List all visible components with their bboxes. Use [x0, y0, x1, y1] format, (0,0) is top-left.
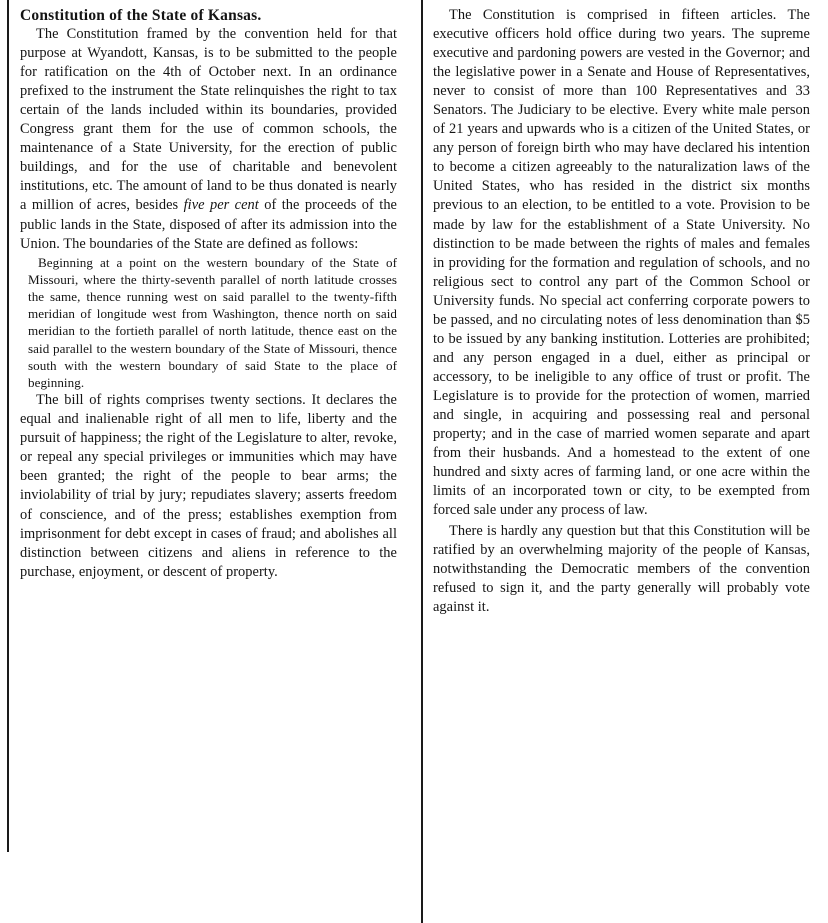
- bill-of-rights-paragraph: The bill of rights comprises twenty sections. It declares the equal and inalienable right of all men to life, liberty and the pursuit of happiness; the right of the Legislature to alter, revoke, or repeal any special privileges or immunities which may have been granted; the right of the people to bear arms; the inviolability of trial by jury; repudiates slavery; asserts freedom of conscience, and of the press; establishes exemption from imprisonment for debt except in cases of fraud; and abolishes all distinction between citizens and aliens in reference to the purchase, enjoyment, or descent of property.: [20, 392, 397, 580]
- right-column: [433, 6, 810, 618]
- left-column: [20, 6, 397, 582]
- intro-text-b: of the proceeds of the public lands in the State, disposed of after its admission into the Union. The boundaries of the State are defined as follows:: [20, 197, 397, 252]
- intro-paragraph: [20, 25, 397, 254]
- ratification-paragraph: There is hardly any question but that this Constitution will be ratified by an overwhelming majority of the people of Kansas, notwithstanding the Democratic members of the convention refused to sign it, and the party generally will probably vote against it.: [433, 523, 810, 616]
- boundary-quote-text: Beginning at a point on the western boundary of the State of Missouri, where the thirty-seventh parallel of north latitude crosses the same, thence running west on said parallel to the twenty-fifth meridian of longitude west from Washington, thence north on said meridian to the fortieth parallel of north latitude, thence east on the said parallel to the western boundary of the State of Missouri, thence south with the western boundary of said State to the place of beginning.: [28, 254, 397, 391]
- intro-text-a: The Constitution framed by the convention held for that purpose at Wyandott, Kansas, is to be submitted to the people for ratification on the 4th of October next. In an ordinance prefixed to the instrument the State relinquishes the right to tax certain of the lands included within its boundaries, provided Congress grant them for the use of common schools, the maintenance of a State University, for the erection of public buildings, and for the use of charitable and benevolent institutions, etc. The amount of land to be thus donated is nearly a million of acres, besides: [20, 26, 397, 214]
- center-column-rule: [421, 0, 423, 923]
- articles-paragraph: The Constitution is comprised in fifteen articles. The executive officers hold office during two years. The supreme executive and pardoning powers are vested in the Governor; and the legislative power in a Senate and House of Representatives, never to consist of more than 100 Representatives and 33 Senators. The Judiciary to be elective. Every white male person of 21 years and upwards who is a citizen of the United States, or any person of foreign birth who may have declared his intention to become a citizen agreeably to the naturalization laws of the United States, who has resided in the district six months previous to an election, to be entitled to a vote. Provision to be made by law for the establishment of a State University. No distinction to be made between the rights of males and females in providing for the formation and regulation of schools, and no religious sect to control any part of the Common School or University funds. No special act conferring corporate powers to be passed, and no circulating notes of less denomination than $5 to be issued by any banking institution. Lotteries are prohibited; and any person engaged in a duel, either as principal or accessory, to be ineligible to any office of trust or profit. The Legislature is to provide for the protection of women, married and single, in acquiring and possessing real and personal property; and in the case of married women separate and apart from their husbands. And a homestead to the extent of one hundred and sixty acres of farming land, or one acre within the limits of an incorporated town or city, to be exempted from forced sale under any process of law.: [433, 7, 810, 519]
- left-column-rule: [7, 0, 9, 852]
- intro-italic: five per cent: [183, 197, 259, 214]
- boundary-quote: [20, 254, 397, 392]
- article-headline: Constitution of the State of Kansas.: [20, 7, 262, 24]
